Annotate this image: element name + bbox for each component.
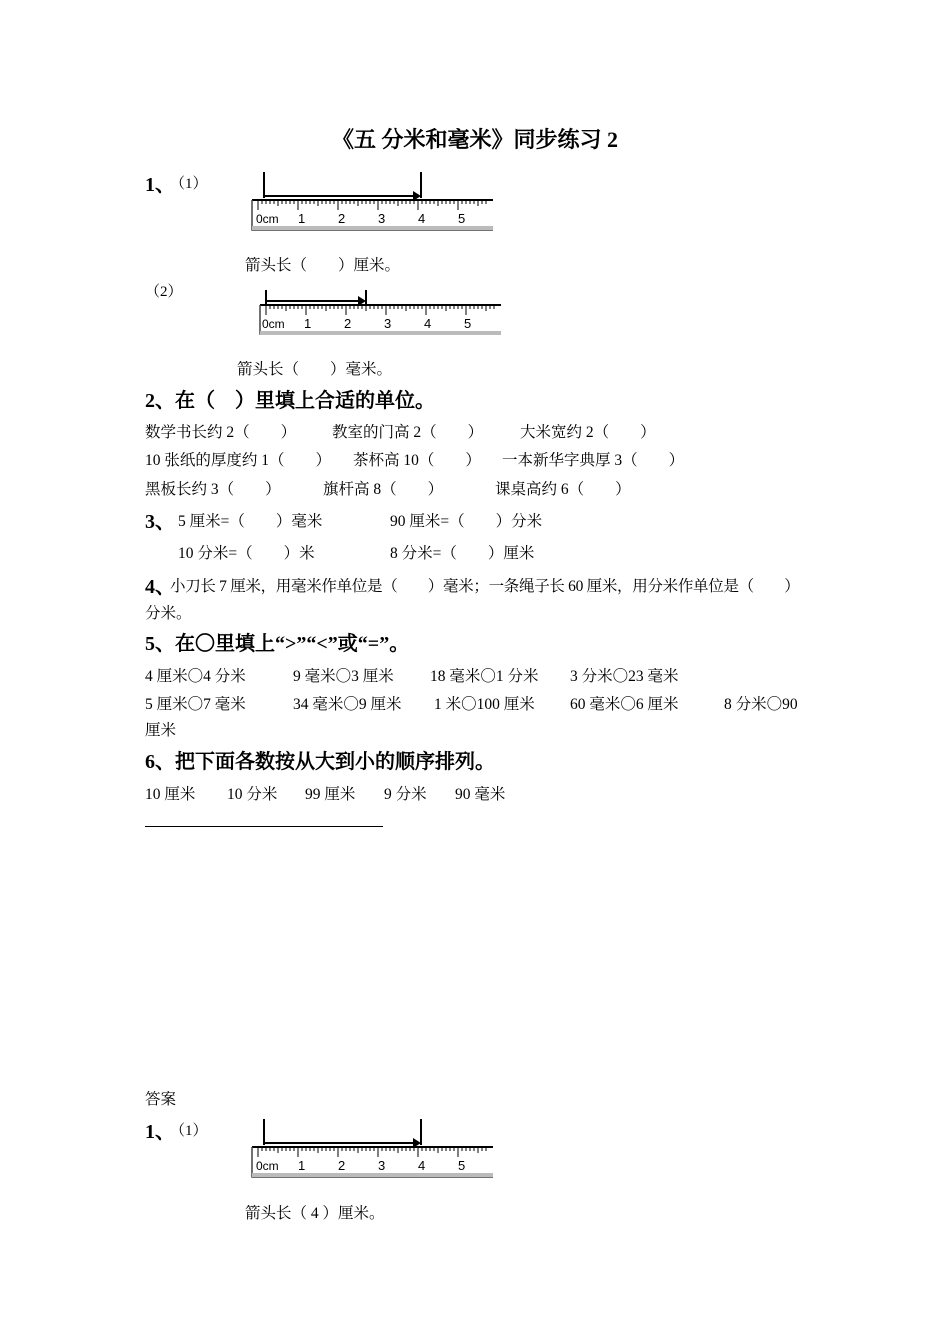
ruler <box>260 305 501 335</box>
ruler-figure-answer <box>250 1115 495 1179</box>
ruler-tick-label: 2 <box>338 211 346 226</box>
ruler-tick-label: 3 <box>378 1158 386 1173</box>
q5-item: 厘米 <box>145 722 177 739</box>
ruler-unit-label: 0cm <box>262 317 285 331</box>
arrow <box>264 172 421 201</box>
q5-heading: 5、在〇里填上“>”“<”或“=”。 <box>145 633 410 655</box>
q5-item: 1 米〇100 厘米 <box>434 696 535 713</box>
ruler-tick-label: 4 <box>418 211 426 226</box>
ruler-tick-label: 5 <box>458 211 466 226</box>
q4-number: 4、 <box>145 576 175 598</box>
answer-part1-label: （1） <box>170 1123 208 1139</box>
q3-item: 5 厘米=（ ）毫米 <box>178 513 323 530</box>
q1-part1-label: （1） <box>170 176 208 192</box>
q2-item: 教室的门高 2（ ） <box>332 424 484 441</box>
ruler-tick-label: 1 <box>298 211 306 226</box>
q2-item: 茶杯高 10（ ） <box>353 452 481 469</box>
q3-item: 10 分米=（ ）米 <box>178 545 315 562</box>
q5-item: 3 分米〇23 毫米 <box>570 668 679 685</box>
answer-q1-number: 1、 <box>145 1121 175 1143</box>
q6-item: 9 分米 <box>384 786 427 803</box>
ruler-tick-label: 2 <box>344 316 352 331</box>
answer-label: 答案 <box>145 1091 177 1108</box>
q5-item: 8 分米〇90 <box>724 696 798 713</box>
q2-item: 旗杆高 8（ ） <box>323 481 444 498</box>
q3-item: 90 厘米=（ ）分米 <box>390 513 543 530</box>
q6-item: 90 毫米 <box>455 786 506 803</box>
ruler-tick-label: 4 <box>418 1158 426 1173</box>
ruler <box>252 200 493 230</box>
arrow <box>264 1119 421 1148</box>
q2-heading: 2、在（ ）里填上合适的单位。 <box>145 390 435 412</box>
answer-caption: 箭头长（ 4 ）厘米。 <box>245 1205 385 1222</box>
q5-item: 60 毫米〇6 厘米 <box>570 696 679 713</box>
ruler-tick-label: 3 <box>378 211 386 226</box>
ruler-tick-label: 4 <box>424 316 432 331</box>
page-title: 《五 分米和毫米》同步练习 2 <box>331 127 618 152</box>
q5-item: 18 毫米〇1 分米 <box>430 668 539 685</box>
ruler-tick-label: 3 <box>384 316 392 331</box>
ruler-tick-label: 1 <box>298 1158 306 1173</box>
q2-item: 一本新华字典厚 3（ ） <box>502 452 685 469</box>
ruler-tick-label: 1 <box>304 316 312 331</box>
arrow <box>266 290 366 306</box>
ruler <box>252 1147 493 1177</box>
q5-item: 4 厘米〇4 分米 <box>145 668 246 685</box>
q2-item: 黑板长约 3（ ） <box>145 481 281 498</box>
ruler-tick-label: 5 <box>458 1158 466 1173</box>
q2-item: 课桌高约 6（ ） <box>495 481 631 498</box>
ruler-tick-label: 2 <box>338 1158 346 1173</box>
q3-item: 8 分米=（ ）厘米 <box>390 545 535 562</box>
q4-line1: 小刀长 7 厘米，用毫米作单位是（ ）毫米；一条绳子长 60 厘米，用分米作单位是（ ） <box>170 578 800 595</box>
q5-item: 5 厘米〇7 毫米 <box>145 696 246 713</box>
q2-item: 数学书长约 2（ ） <box>145 424 297 441</box>
ruler-unit-label: 0cm <box>256 1159 279 1173</box>
q6-heading: 6、把下面各数按从大到小的顺序排列。 <box>145 751 495 773</box>
q5-item: 34 毫米〇9 厘米 <box>293 696 402 713</box>
ruler-figure-2 <box>256 288 503 338</box>
q2-item: 10 张纸的厚度约 1（ ） <box>145 452 332 469</box>
q1-part1-caption: 箭头长（ ）厘米。 <box>245 257 401 274</box>
ruler-tick-label: 5 <box>464 316 472 331</box>
answer-line <box>145 826 383 827</box>
q2-item: 大米宽约 2（ ） <box>520 424 656 441</box>
q6-item: 10 分米 <box>227 786 278 803</box>
q1-number: 1、 <box>145 174 175 196</box>
ruler-figure-1 <box>250 168 495 232</box>
q6-item: 99 厘米 <box>305 786 356 803</box>
q3-number: 3、 <box>145 511 175 533</box>
q1-part2-label: （2） <box>145 284 183 300</box>
ruler-unit-label: 0cm <box>256 212 279 226</box>
q5-item: 9 毫米〇3 厘米 <box>293 668 394 685</box>
q6-item: 10 厘米 <box>145 786 196 803</box>
q1-part2-caption: 箭头长（ ）毫米。 <box>237 361 393 378</box>
q4-line2: 分米。 <box>145 605 192 622</box>
